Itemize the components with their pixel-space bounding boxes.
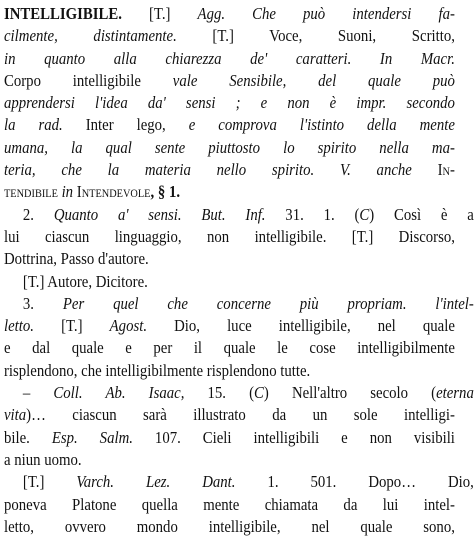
text-line [4,3,455,25]
text-segment: )… ciascun sarà illustrato da un sole intelligi- [26,405,455,425]
text-line [4,293,474,315]
text-segment: ) Nell'altro secolo ( [263,383,437,403]
text-segment: e comprova l'istinto della mente [188,115,455,135]
text-segment: Agost. [109,316,148,336]
text-line [4,248,455,270]
text-segment: tendibile [4,182,58,202]
text-segment: eterna [436,383,474,403]
text-segment: la rad. [4,115,63,135]
text-line [4,48,455,70]
text-segment: letto. [4,316,34,336]
text-segment: C [359,204,370,224]
text-line [4,204,474,226]
text-line [4,271,474,293]
text-line [4,315,455,337]
text-segment: – [22,383,54,403]
text-segment: ) Così è a [369,204,474,224]
text-line [4,516,455,538]
text-segment: risplendono, che intelligibilmente risplendono tutte. [4,360,311,380]
text-segment: 107. Cieli intelligibili e non visibili [132,427,455,447]
text-line [4,360,455,382]
text-segment: a niun uomo. [4,449,82,469]
text-segment: Agg. Che può intendersi fa- [197,4,455,23]
text-segment: in [57,182,77,202]
text-segment: , § 1. [150,182,181,202]
text-segment: C [254,383,264,403]
text-line [4,181,455,203]
text-line [4,159,455,181]
text-segment: [T.] Voce, Suoni, Scritto, [176,26,455,46]
text-segment: Esp. Salm. [51,427,133,447]
text-line [4,114,455,136]
text-segment: 15. ( [184,383,255,403]
text-segment: umana, la qual sente piuttosto lo spirito nella ma- [4,137,455,157]
text-segment: 1. 501. Dopo… Dio, [235,472,474,492]
text-line [4,226,455,248]
text-line [4,92,455,114]
text-segment: vita [4,405,27,425]
text-segment: apprendersi l'idea da' sensi ; e non è impr. secondo [4,93,455,113]
text-line [4,494,455,516]
text-segment: 2. [22,204,54,224]
text-line [4,404,455,426]
text-segment: Inter lego, [62,115,189,135]
text-line [4,471,474,493]
text-segment: letto, ovvero mondo intelligibile, nel quale sono, [4,516,455,536]
text-segment: Quanto a' sensi. But. Inf. [53,204,266,224]
text-segment: 3. [22,293,63,313]
text-segment: cilmente, distintamente. [4,26,177,46]
text-segment: e dal quale e per il quale le cose intelligibilmente [4,338,455,358]
dictionary-entry [4,3,474,538]
text-line [4,449,455,471]
text-line [4,137,455,159]
text-segment: vale Sensibile, del quale può [172,70,455,90]
text-segment: Varch. Lez. Dant. [76,472,236,492]
text-segment: In- [437,160,455,180]
text-segment: Intendevole [76,182,151,202]
text-line [4,427,455,449]
text-segment: [T.] [33,316,110,336]
text-segment: 31. 1. ( [265,204,360,224]
text-segment: Corpo intelligibile [4,70,173,90]
text-line [4,337,455,359]
text-segment: in quanto alla chiarezza de' caratteri. In Macr. [4,48,455,68]
text-segment: teria, che la materia nello spirito. V. anche [4,160,438,180]
text-line [4,70,455,92]
text-segment: Coll. Ab. Isaac, [53,383,185,403]
text-segment: Dio, luce intelligibile, nel quale [147,316,455,336]
text-segment: [T.] [121,4,198,23]
text-segment: bile. [4,427,52,447]
text-line [4,25,455,47]
text-line [4,382,474,404]
text-segment: Per quel che concerne più propriam. l'intel- [62,293,474,313]
text-segment: poneva Platone quella mente chiamata da lui intel- [4,494,455,514]
headword: INTELLIGIBILE. [4,4,122,23]
text-segment: [T.] [22,472,77,492]
text-segment: [T.] Autore, Dicitore. [22,271,148,291]
text-segment: Dottrina, Passo d'autore. [4,249,149,269]
text-segment: lui ciascun linguaggio, non intelligibile. [T.] Discorso, [4,226,455,246]
